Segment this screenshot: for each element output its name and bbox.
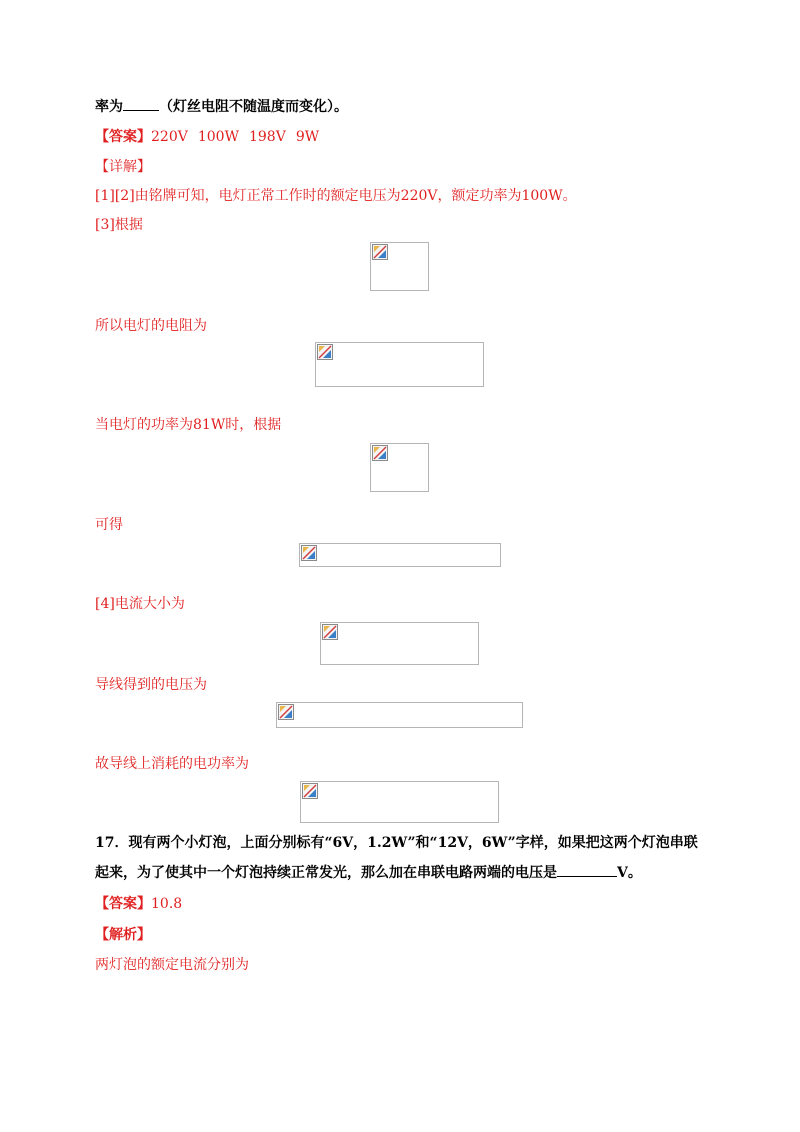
step-7: 导线得到的电压为	[95, 677, 207, 693]
broken-image-icon	[372, 445, 388, 461]
step-2: [3]根据	[95, 217, 143, 233]
broken-image-icon	[322, 624, 338, 640]
answer-value-2: 100W	[197, 129, 239, 145]
step-3: 所以电灯的电阻为	[95, 318, 207, 334]
explain-label: 【详解】	[95, 159, 151, 175]
q17-suffix: V。	[617, 865, 642, 881]
broken-image-icon	[372, 244, 388, 260]
answer-value-1: 220V	[151, 129, 188, 145]
question-17-line-1: 17．现有两个小灯泡，上面分别标有“6V，1.2W”和“12V，6W”字样，如果把这两个灯泡串联	[95, 835, 698, 851]
formula-image-1	[370, 242, 429, 291]
question-16-continuation	[95, 97, 348, 117]
answer-label: 【答案】	[95, 129, 151, 145]
formula-image-7	[300, 781, 499, 823]
q17-answer-line	[95, 894, 182, 914]
step-5: 可得	[95, 517, 123, 533]
answer-value-4: 9W	[295, 129, 320, 145]
q16-answer-line	[95, 127, 319, 147]
formula-image-4	[299, 543, 501, 567]
broken-image-icon	[301, 545, 317, 561]
formula-image-6	[276, 702, 523, 728]
formula-image-2	[315, 342, 484, 387]
answer-value-3: 198V	[248, 129, 286, 145]
step-8: 故导线上消耗的电功率为	[95, 756, 249, 772]
formula-image-3	[370, 443, 429, 492]
q17-prefix: 起来，为了使其中一个灯泡持续正常发光，那么加在串联电路两端的电压是	[95, 865, 557, 881]
answer-blank	[557, 863, 617, 877]
q16-prefix: 率为	[95, 99, 123, 115]
q16-suffix: （灯丝电阻不随温度而变化）。	[159, 99, 348, 115]
broken-image-icon	[317, 344, 333, 360]
step-6: [4]电流大小为	[95, 596, 185, 612]
formula-image-5	[320, 622, 479, 665]
answer-value: 10.8	[151, 896, 183, 912]
analysis-label: 【解析】	[95, 927, 151, 943]
broken-image-icon	[302, 783, 318, 799]
answer-label: 【答案】	[95, 896, 151, 912]
step-4: 当电灯的功率为81W时，根据	[95, 417, 282, 433]
analysis-text: 两灯泡的额定电流分别为	[95, 957, 249, 973]
broken-image-icon	[278, 704, 294, 720]
step-1: [1][2]由铭牌可知，电灯正常工作时的额定电压为220V，额定功率为100W。	[95, 188, 577, 204]
question-17-line-2	[95, 863, 642, 883]
answer-blank	[123, 97, 159, 111]
